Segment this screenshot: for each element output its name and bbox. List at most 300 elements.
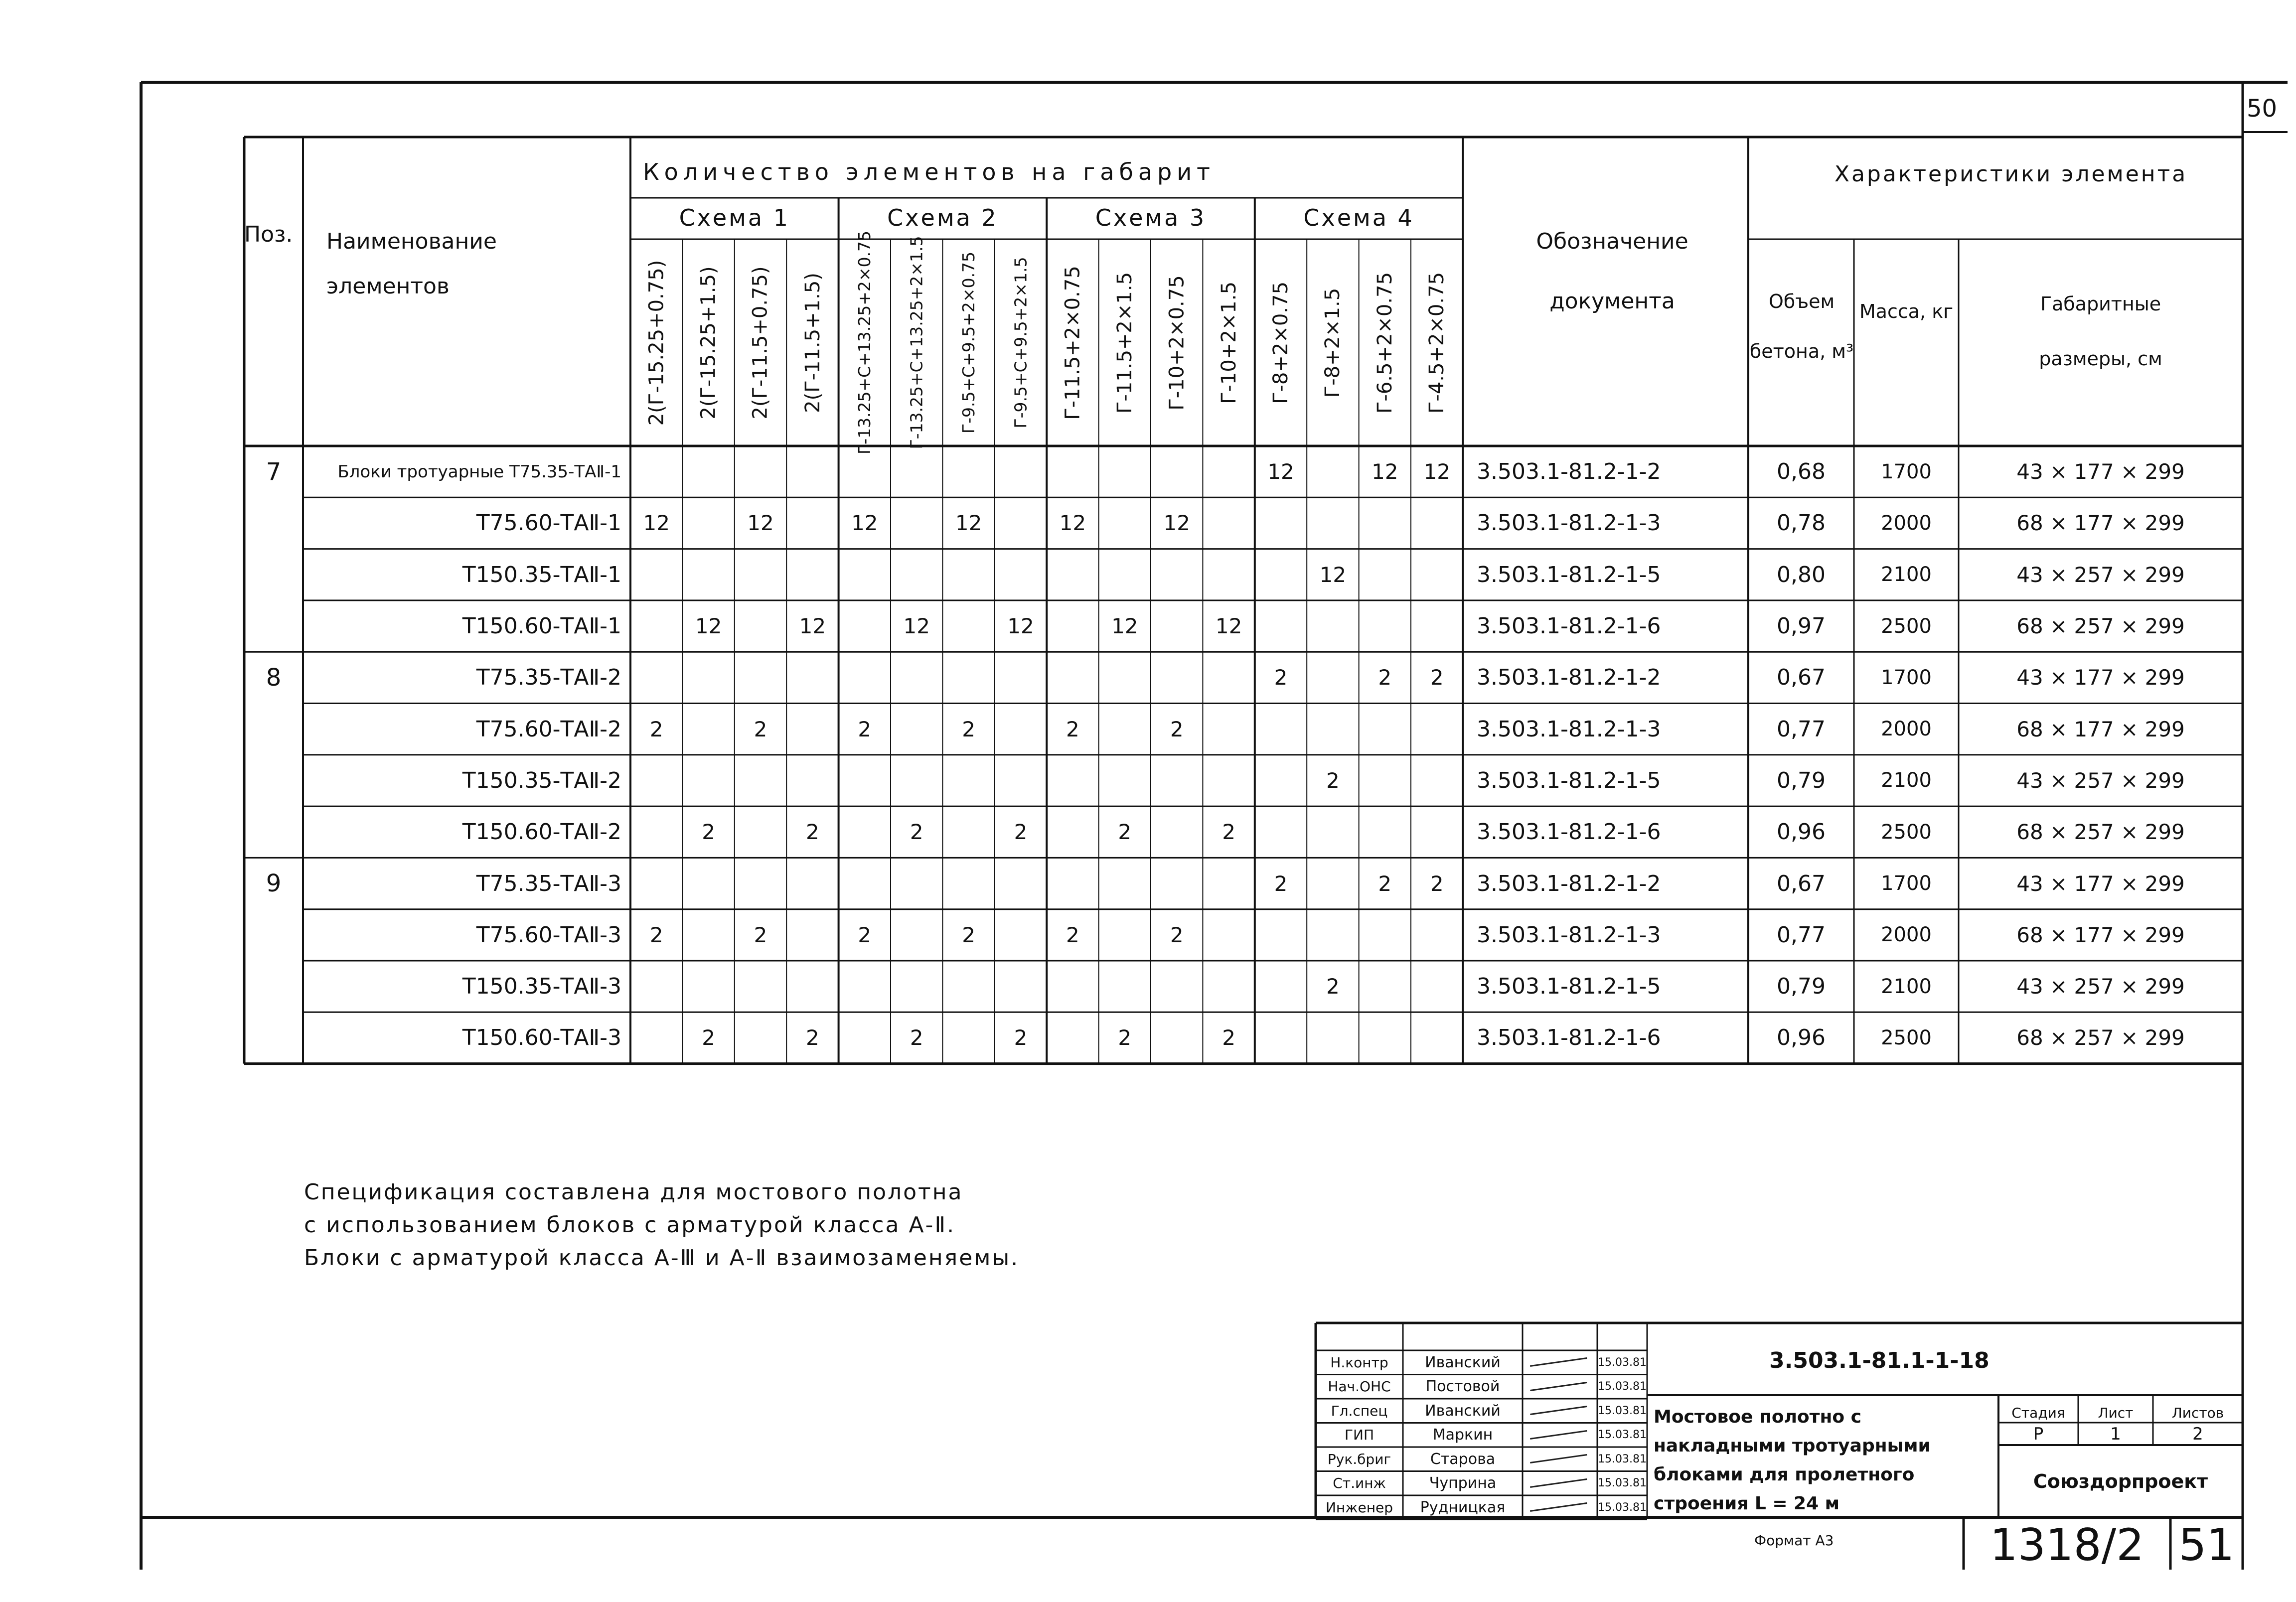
row-name: Т75.60-ТАⅡ-3 (476, 922, 621, 948)
row-doc: 3.503.1-81.2-1-3 (1477, 922, 1661, 948)
row-volume: 0,68 (1777, 459, 1826, 485)
row-qty (1099, 755, 1151, 806)
row-qty (786, 497, 838, 549)
row-volume: 0,79 (1777, 767, 1826, 793)
row-qty (1255, 961, 1307, 1012)
row-qty (1047, 1012, 1098, 1063)
row-doc: 3.503.1-81.2-1-2 (1477, 665, 1661, 691)
row-qty (1307, 497, 1359, 549)
row-qty (630, 549, 682, 600)
row-doc: 3.503.1-81.2-1-2 (1477, 459, 1661, 485)
row-qty (786, 549, 838, 600)
row-qty (1099, 652, 1151, 703)
stamp-title-line-3: блоками для пролетного (1654, 1464, 1915, 1485)
row-qty: 2 (1170, 717, 1184, 741)
row-qty (786, 755, 838, 806)
gabarit-header-2 (682, 239, 734, 446)
row-pos: 7 (266, 457, 282, 486)
row-qty (1203, 704, 1254, 755)
row-qty (995, 909, 1047, 961)
row-name: Т150.35-ТАⅡ-1 (462, 562, 621, 587)
row-qty (630, 652, 682, 703)
row-qty (1307, 1012, 1359, 1063)
row-volume: 0,78 (1777, 510, 1826, 536)
row-name: Т75.60-ТАⅡ-1 (476, 510, 621, 536)
row-qty (682, 652, 734, 703)
row-qty (1359, 600, 1411, 652)
gabarit-header-text: Г-13.25+С+13.25+2×0.75 (855, 230, 875, 455)
stamp-title-line-2: накладными тротуарными (1654, 1436, 1931, 1456)
row-qty (1151, 446, 1203, 497)
row-qty (1099, 961, 1151, 1012)
header-volume-text: Объем бетона, м³ (1749, 291, 1854, 362)
row-qty (1307, 446, 1359, 497)
stamp-name: Иванский (1425, 1402, 1501, 1420)
row-qty: 2 (754, 922, 767, 947)
stamp-date: 15.03.81 (1598, 1356, 1647, 1369)
row-qty: 12 (799, 614, 826, 639)
row-qty (1307, 858, 1359, 909)
row-qty (1047, 549, 1098, 600)
row-qty (1099, 497, 1151, 549)
gabarit-header-text: Г-9.5+С+9.5+2×1.5 (1011, 257, 1031, 429)
stamp-name: Рудницкая (1420, 1498, 1506, 1516)
row-qty (995, 704, 1047, 755)
stamp-name: Маркин (1432, 1426, 1493, 1444)
row-dims: 68 × 257 × 299 (2016, 820, 2185, 845)
row-name: Т150.60-ТАⅡ-1 (462, 613, 621, 639)
row-volume: 0,67 (1777, 665, 1826, 691)
stamp-date: 15.03.81 (1598, 1501, 1647, 1514)
row-qty (1047, 755, 1098, 806)
row-qty (735, 755, 786, 806)
row-qty: 12 (1267, 459, 1294, 484)
gabarit-header-16 (1411, 239, 1463, 446)
row-qty (786, 446, 838, 497)
row-qty (839, 806, 891, 858)
row-qty (839, 600, 891, 652)
row-qty (839, 961, 891, 1012)
row-qty (1151, 600, 1203, 652)
stamp-org: Союздорпроект (2033, 1470, 2208, 1492)
row-volume: 0,77 (1777, 716, 1826, 742)
row-qty (942, 858, 994, 909)
row-doc: 3.503.1-81.2-1-5 (1477, 974, 1661, 1000)
row-qty: 2 (962, 717, 975, 741)
stamp-sheet-label: Лист (2098, 1404, 2134, 1421)
stamp-doc-code: 3.503.1-81.1-1-18 (1769, 1348, 1990, 1373)
row-qty (1307, 909, 1359, 961)
header-characteristics (1774, 154, 2248, 194)
header-name-text: Наименование элементов (326, 229, 497, 299)
row-dims: 68 × 257 × 299 (2016, 614, 2185, 639)
gabarit-header-text: Г-8+2×1.5 (1321, 288, 1345, 398)
stamp-date: 15.03.81 (1598, 1453, 1647, 1465)
row-dims: 68 × 177 × 299 (2016, 717, 2185, 741)
row-qty (1307, 806, 1359, 858)
row-dims: 68 × 257 × 299 (2016, 1025, 2185, 1050)
stamp-sheets-label: Листов (2171, 1404, 2224, 1421)
row-qty: 2 (1222, 1025, 1235, 1050)
row-qty (942, 806, 994, 858)
header-dims-text: Габаритные размеры, см (2039, 293, 2162, 370)
row-qty: 2 (754, 717, 767, 741)
row-qty (1359, 909, 1411, 961)
row-qty (786, 652, 838, 703)
row-qty: 2 (702, 820, 715, 845)
row-qty (682, 549, 734, 600)
row-qty (891, 704, 942, 755)
gabarit-header-text: Г-6.5+2×0.75 (1373, 272, 1396, 414)
row-qty (995, 858, 1047, 909)
header-mass-text: Масса, кг (1859, 300, 1954, 322)
row-qty (786, 909, 838, 961)
gabarit-header-12 (1203, 239, 1254, 446)
row-qty: 2 (1326, 768, 1340, 793)
row-qty: 2 (1430, 871, 1444, 896)
row-qty (682, 497, 734, 549)
row-mass: 2000 (1881, 511, 1932, 535)
row-qty (1151, 549, 1203, 600)
row-qty (942, 446, 994, 497)
row-qty (1359, 755, 1411, 806)
row-doc: 3.503.1-81.2-1-2 (1477, 871, 1661, 896)
stamp-title-line-1: Мостовое полотно с (1654, 1407, 1862, 1427)
row-qty (735, 652, 786, 703)
gabarit-header-3 (735, 239, 786, 446)
gabarit-header-text: Г-8+2×0.75 (1269, 281, 1292, 404)
row-doc: 3.503.1-81.2-1-6 (1477, 819, 1661, 845)
stamp-title (1654, 1403, 1990, 1518)
row-mass: 2000 (1881, 923, 1932, 947)
row-qty (630, 961, 682, 1012)
row-qty: 2 (1430, 665, 1444, 690)
gabarit-header-text: 2(Г-11.5+0.75) (749, 266, 772, 420)
row-qty (630, 858, 682, 909)
row-qty (735, 446, 786, 497)
row-doc: 3.503.1-81.2-1-5 (1477, 767, 1661, 793)
row-pos (244, 909, 303, 961)
row-pos (244, 497, 303, 549)
row-qty (891, 755, 942, 806)
row-qty: 2 (962, 922, 975, 947)
row-qty (1359, 961, 1411, 1012)
stamp-album: 1318/2 (1990, 1519, 2144, 1571)
row-pos: 8 (266, 663, 282, 692)
row-volume: 0,67 (1777, 871, 1826, 896)
row-volume: 0,96 (1777, 1025, 1826, 1051)
row-qty: 2 (1170, 922, 1184, 947)
stamp-date: 15.03.81 (1598, 1477, 1647, 1489)
stamp-stage-label: Стадия (2011, 1404, 2065, 1421)
stamp-date: 15.03.81 (1598, 1380, 1647, 1393)
note-line-3: Блоки с арматурой класса А-Ⅲ и А-Ⅱ взаимозаменяемы. (304, 1245, 1020, 1271)
row-pos (244, 549, 303, 600)
stamp-name: Постовой (1425, 1378, 1500, 1395)
row-qty (942, 600, 994, 652)
stamp-name: Старова (1430, 1450, 1496, 1468)
header-characteristics-text: Характеристики элемента (1834, 161, 2188, 187)
gabarit-header-text: Г-10+2×1.5 (1217, 281, 1240, 404)
row-qty (1151, 961, 1203, 1012)
row-qty (1047, 652, 1098, 703)
row-qty: 12 (1163, 511, 1190, 536)
row-qty (1255, 704, 1307, 755)
row-qty (942, 652, 994, 703)
row-qty: 2 (1378, 871, 1392, 896)
row-qty (1411, 600, 1463, 652)
gabarit-header-15 (1359, 239, 1411, 446)
row-qty: 12 (955, 511, 982, 536)
header-qty-title: Количество элементов на габарит (643, 158, 1215, 185)
row-name: Т150.60-ТАⅡ-2 (462, 819, 621, 845)
row-qty (735, 600, 786, 652)
row-qty (1255, 755, 1307, 806)
row-qty (839, 1012, 891, 1063)
row-dims: 43 × 257 × 299 (2016, 768, 2185, 793)
stamp-sheets: 2 (2192, 1424, 2203, 1444)
row-dims: 68 × 177 × 299 (2016, 922, 2185, 947)
row-qty (1203, 909, 1254, 961)
row-volume: 0,97 (1777, 613, 1826, 639)
row-name: Т150.35-ТАⅡ-2 (462, 767, 621, 793)
header-mass (1854, 277, 1959, 346)
row-volume: 0,77 (1777, 922, 1826, 948)
header-dims (1961, 277, 2240, 386)
row-mass: 2100 (1881, 769, 1932, 792)
gabarit-header-8 (995, 239, 1047, 446)
row-qty: 12 (643, 511, 670, 536)
row-qty (839, 858, 891, 909)
row-qty: 2 (1222, 820, 1235, 845)
row-qty (942, 1012, 994, 1063)
stamp-role: Ст.инж (1333, 1475, 1386, 1491)
row-pos: 9 (266, 870, 282, 898)
row-qty (995, 961, 1047, 1012)
row-dims: 43 × 177 × 299 (2016, 665, 2185, 690)
note-line-1: Спецификация составлена для мостового полотна (304, 1179, 963, 1205)
row-qty (1047, 600, 1098, 652)
row-qty: 2 (1014, 1025, 1028, 1050)
row-qty: 12 (903, 614, 930, 639)
stamp-format: Формат А3 (1754, 1532, 1834, 1549)
row-qty (1255, 806, 1307, 858)
row-qty (786, 704, 838, 755)
row-mass: 2500 (1881, 614, 1932, 638)
row-qty (891, 652, 942, 703)
row-qty (891, 858, 942, 909)
row-pos (244, 806, 303, 858)
row-mass: 1700 (1881, 666, 1932, 689)
gabarit-header-11 (1151, 239, 1203, 446)
row-qty: 12 (1007, 614, 1034, 639)
row-qty (1203, 446, 1254, 497)
gabarit-header-14 (1307, 239, 1359, 446)
row-qty (995, 446, 1047, 497)
header-designation-text: Обозначение документа (1536, 229, 1688, 314)
row-qty (1151, 755, 1203, 806)
row-qty: 12 (747, 511, 774, 536)
row-doc: 3.503.1-81.2-1-6 (1477, 613, 1661, 639)
row-qty: 2 (806, 1025, 819, 1050)
row-doc: 3.503.1-81.2-1-3 (1477, 716, 1661, 742)
row-qty (735, 961, 786, 1012)
row-qty (1359, 549, 1411, 600)
row-qty (1411, 549, 1463, 600)
note-block (304, 1176, 1019, 1275)
row-qty: 2 (910, 820, 923, 845)
stamp-role: Гл.спец (1331, 1402, 1388, 1419)
row-qty (1099, 909, 1151, 961)
header-designation (1483, 212, 1742, 331)
row-qty (682, 858, 734, 909)
row-qty (891, 961, 942, 1012)
row-qty (682, 704, 734, 755)
row-qty (1411, 909, 1463, 961)
row-name: Т75.60-ТАⅡ-2 (476, 716, 621, 742)
row-qty (1255, 497, 1307, 549)
row-qty (1359, 704, 1411, 755)
gabarit-header-7 (942, 239, 994, 446)
row-qty (995, 549, 1047, 600)
row-name: Т75.35-ТАⅡ-2 (476, 665, 621, 691)
row-name: Т75.35-ТАⅡ-3 (476, 871, 621, 896)
row-doc: 3.503.1-81.2-1-5 (1477, 562, 1661, 587)
row-volume: 0,96 (1777, 819, 1826, 845)
row-qty (1099, 446, 1151, 497)
row-volume: 0,80 (1777, 562, 1826, 587)
stamp-page: 51 (2178, 1519, 2235, 1571)
scheme-label-2: Схема 2 (887, 204, 998, 231)
row-qty: 2 (1118, 1025, 1132, 1050)
row-qty: 12 (1111, 614, 1138, 639)
row-qty (839, 652, 891, 703)
row-qty (1359, 806, 1411, 858)
row-qty (786, 961, 838, 1012)
row-qty (1203, 497, 1254, 549)
row-pos (244, 704, 303, 755)
stamp-role: Нач.ОНС (1328, 1378, 1391, 1395)
row-qty (1151, 652, 1203, 703)
row-qty: 2 (1066, 717, 1079, 741)
row-qty: 2 (1326, 974, 1340, 999)
row-qty: 2 (1274, 871, 1288, 896)
row-qty: 2 (1118, 820, 1132, 845)
row-qty (630, 1012, 682, 1063)
row-qty: 2 (858, 922, 872, 947)
row-qty: 12 (695, 614, 722, 639)
row-qty (1307, 704, 1359, 755)
scheme-label-3: Схема 3 (1095, 204, 1207, 231)
row-qty (995, 755, 1047, 806)
row-qty: 2 (910, 1025, 923, 1050)
row-pos (244, 600, 303, 652)
row-qty (839, 755, 891, 806)
row-qty (942, 755, 994, 806)
row-qty (1151, 806, 1203, 858)
row-qty: 12 (1423, 459, 1450, 484)
row-qty: 12 (1319, 562, 1347, 587)
gabarit-header-1 (630, 239, 682, 446)
row-qty (630, 755, 682, 806)
row-name: Т150.35-ТАⅡ-3 (462, 974, 621, 1000)
gabarit-header-text: 2(Г-15.25+0.75) (645, 260, 668, 426)
stamp-name: Иванский (1425, 1353, 1501, 1371)
row-qty (1411, 961, 1463, 1012)
row-mass: 1700 (1881, 460, 1932, 483)
row-qty (1099, 549, 1151, 600)
row-qty (891, 549, 942, 600)
row-qty: 2 (649, 717, 663, 741)
row-dims: 43 × 177 × 299 (2016, 871, 2185, 896)
row-qty: 2 (858, 717, 872, 741)
row-qty (1203, 961, 1254, 1012)
note-line-2: с использованием блоков с арматурой класса А-Ⅱ. (304, 1212, 956, 1238)
row-qty (1203, 549, 1254, 600)
stamp-role: ГИП (1344, 1427, 1375, 1443)
row-qty (682, 446, 734, 497)
row-qty (1203, 755, 1254, 806)
row-mass: 2000 (1881, 718, 1932, 741)
row-mass: 2100 (1881, 563, 1932, 586)
row-doc: 3.503.1-81.2-1-6 (1477, 1025, 1661, 1051)
row-name: Блоки тротуарные Т75.35-ТАⅡ-1 (337, 461, 621, 482)
row-qty (891, 497, 942, 549)
row-qty (1047, 446, 1098, 497)
row-qty: 2 (806, 820, 819, 845)
gabarit-header-text: Г-11.5+2×1.5 (1113, 272, 1136, 414)
row-qty (1411, 806, 1463, 858)
row-dims: 68 × 177 × 299 (2016, 511, 2185, 536)
gabarit-header-10 (1099, 239, 1151, 446)
gabarit-header-text: Г-11.5+2×0.75 (1061, 265, 1084, 420)
gabarit-header-9 (1047, 239, 1098, 446)
header-pos: Поз. (244, 222, 293, 247)
row-dims: 43 × 177 × 299 (2016, 459, 2185, 484)
row-mass: 2500 (1881, 1026, 1932, 1049)
row-qty (1047, 858, 1098, 909)
row-qty (1255, 600, 1307, 652)
row-qty (630, 446, 682, 497)
row-qty: 12 (851, 511, 878, 536)
gabarit-header-text: Г-9.5+С+9.5+2×0.75 (959, 251, 979, 434)
row-mass: 2500 (1881, 820, 1932, 844)
row-dims: 43 × 257 × 299 (2016, 974, 2185, 999)
row-qty (682, 755, 734, 806)
row-dims: 43 × 257 × 299 (2016, 562, 2185, 587)
row-qty (1203, 858, 1254, 909)
row-volume: 0,79 (1777, 974, 1826, 1000)
top-page-number: 50 (2247, 95, 2278, 123)
scheme-label-4: Схема 4 (1303, 204, 1414, 231)
gabarit-header-text: 2(Г-15.25+1.5) (697, 266, 720, 420)
stamp-date: 15.03.81 (1598, 1429, 1647, 1441)
header-name (326, 219, 606, 309)
row-qty (735, 858, 786, 909)
gabarit-header-6 (891, 236, 942, 449)
row-qty (1047, 961, 1098, 1012)
row-qty (1307, 652, 1359, 703)
stamp-role: Инженер (1325, 1499, 1393, 1516)
row-qty (1099, 858, 1151, 909)
row-qty (1411, 497, 1463, 549)
row-qty (1359, 1012, 1411, 1063)
row-qty (1151, 1012, 1203, 1063)
row-qty: 2 (649, 922, 663, 947)
row-pos (244, 961, 303, 1012)
row-qty (995, 497, 1047, 549)
header-volume (1749, 277, 1854, 376)
